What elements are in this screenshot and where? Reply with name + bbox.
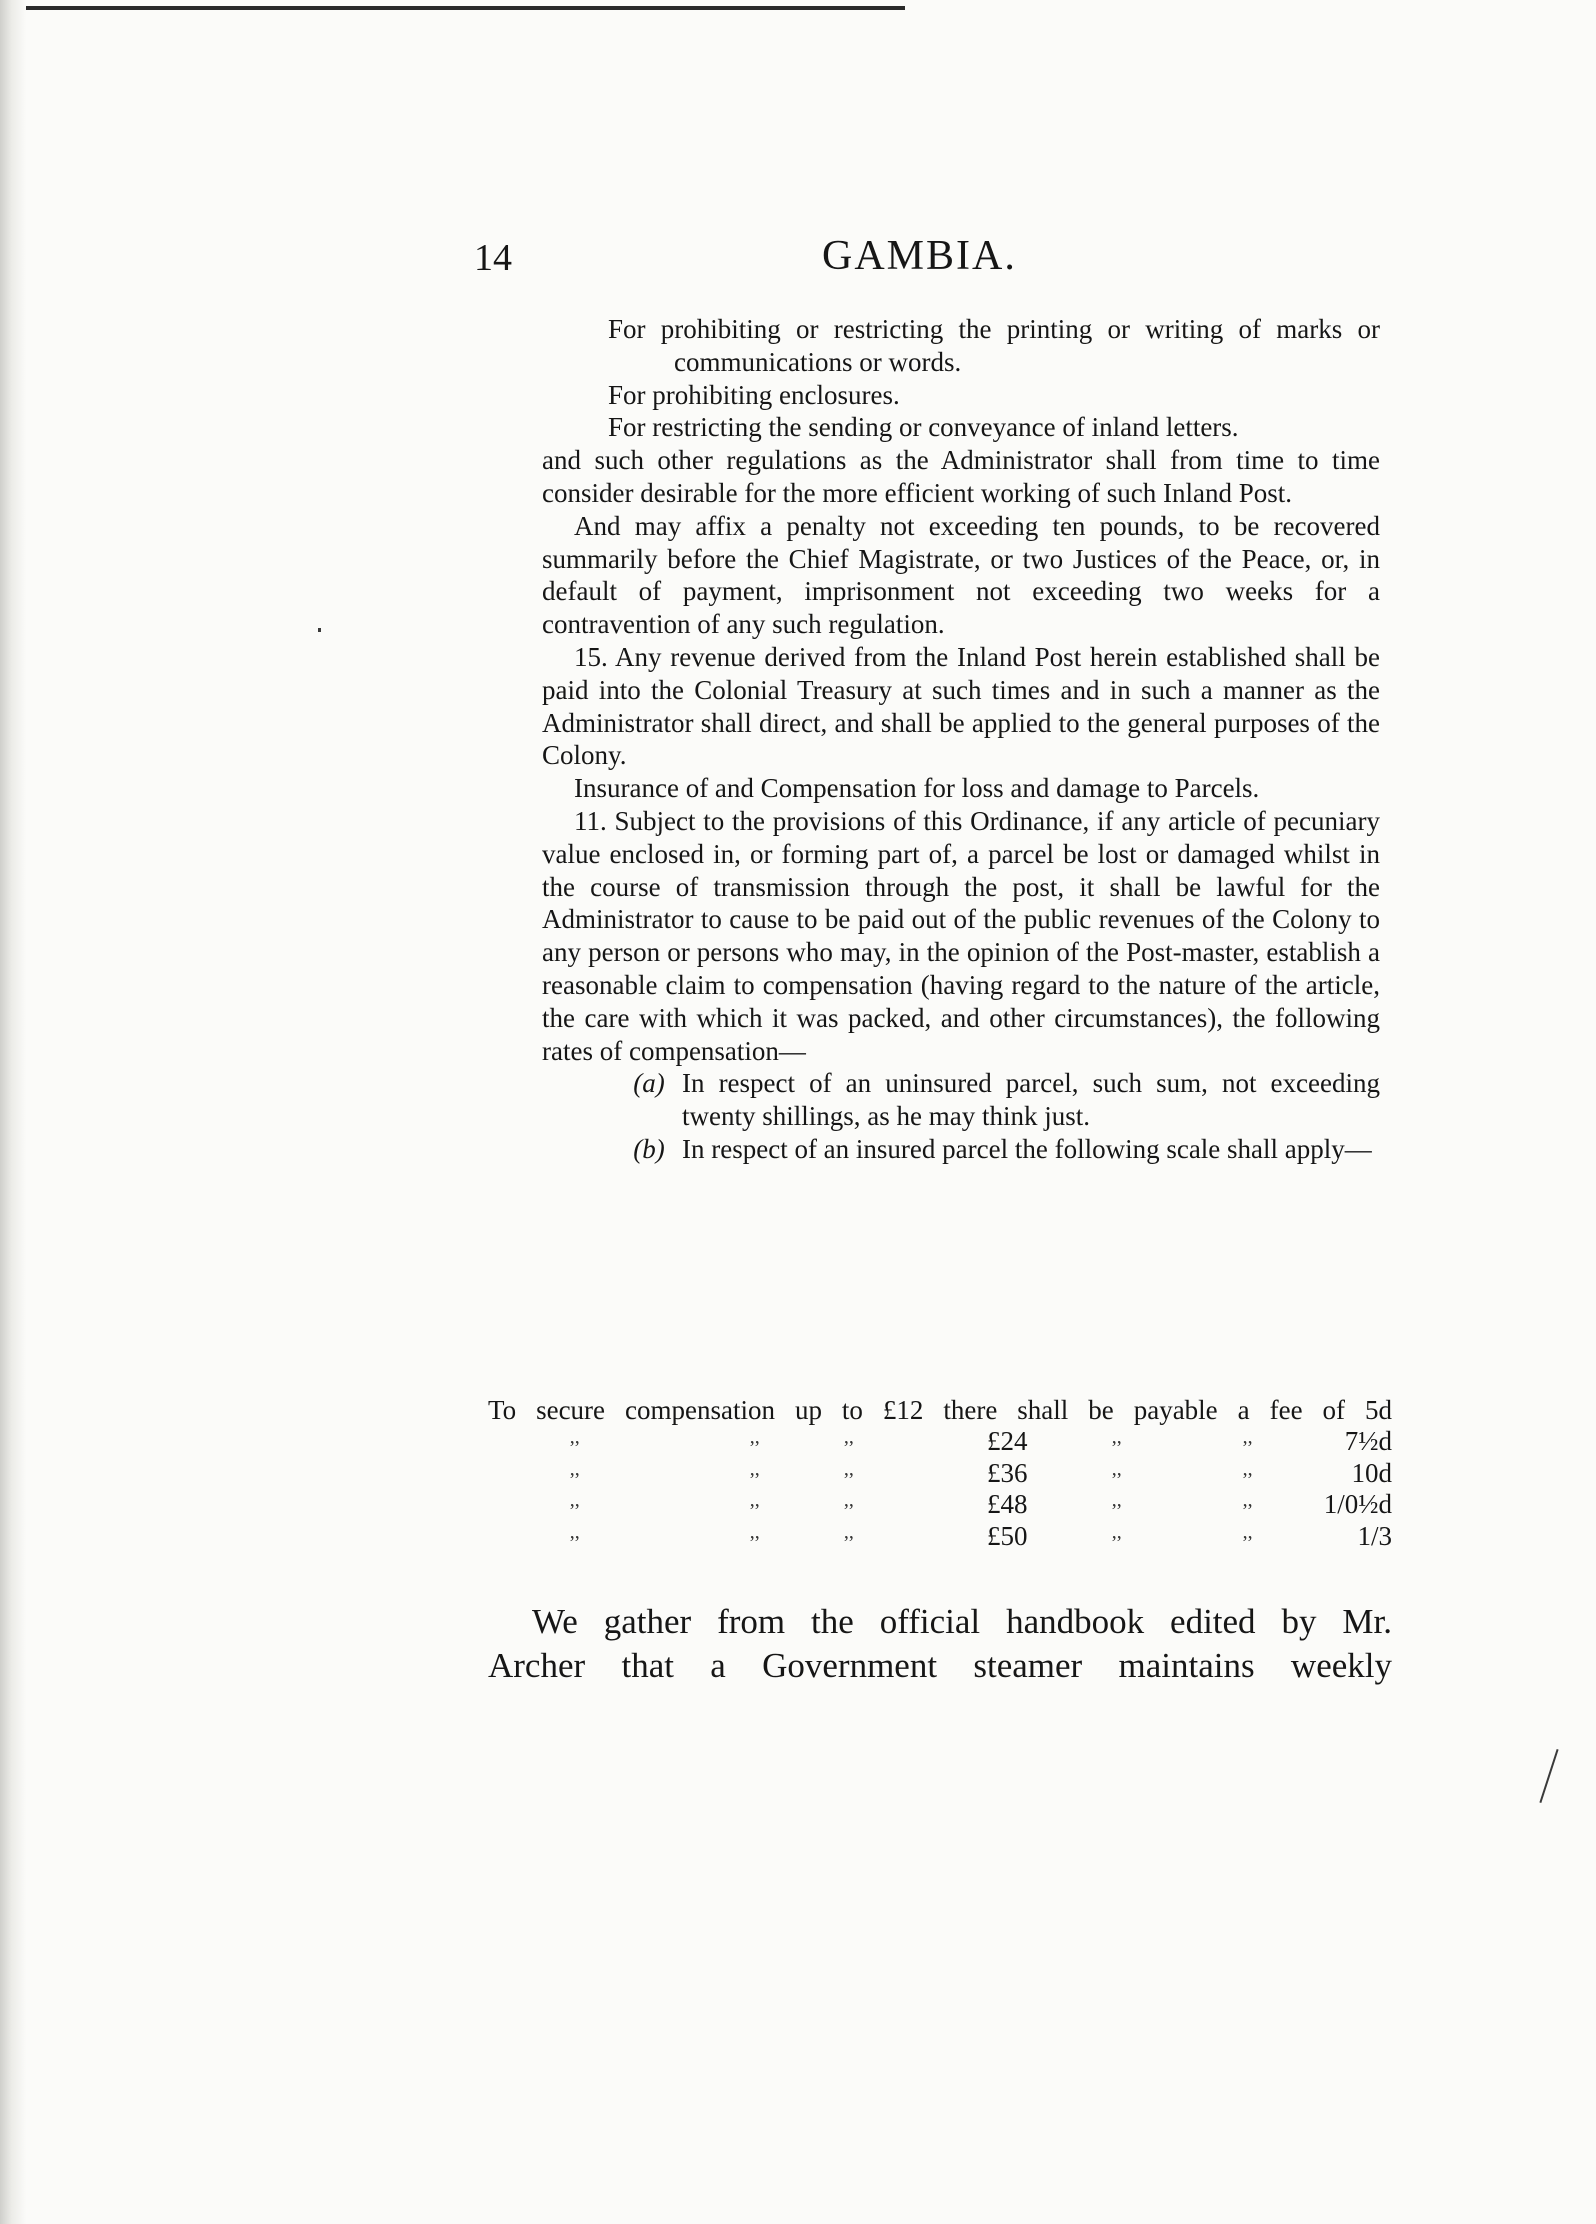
fee-value: 10d (1351, 1457, 1392, 1488)
subclause-b (616, 1133, 1380, 1166)
stray-mark (1539, 1749, 1558, 1803)
ditto-mark: ,, (1111, 1426, 1122, 1448)
regulation-item: For restricting the sending or conveyance of inland letters. (608, 412, 1239, 443)
compensation-amount: £50 (987, 1520, 1028, 1551)
compensation-amount: £48 (987, 1489, 1028, 1519)
ordinance-text (542, 313, 1380, 1166)
section-11-paragraph: 11. Subject to the provisions of this Ordinance, if any article of pecuniary value enclosed in, or forming part of, a parcel be lost or damaged whilst in the course of transmission through the post, it shall be lawful for the Administrator to cause to be paid out of the public revenues of the Colony to any person or persons who may, in the opinion of the Post-master, establish a reasonable claim to compensation (having regard to the nature of the article, the care with which it was packed, and other circumstances), the following rates of compensation— (542, 805, 1380, 1066)
ditto-mark: ,, (569, 1520, 580, 1543)
subclause-label: (a) (633, 1068, 665, 1099)
table-row (488, 1458, 1392, 1490)
section-15-paragraph: 15. Any revenue derived from the Inland Post herein established shall be paid into the Colonial Treasury at such times and in such a manner as the Administrator shall direct, and shall be applied to the general purposes of the Colony. (542, 641, 1380, 771)
fee-value: 1/3 (1357, 1520, 1392, 1551)
ditto-mark: ,, (843, 1457, 854, 1480)
ditto-mark: ,, (749, 1457, 760, 1480)
ditto-mark: ,, (749, 1520, 760, 1543)
subclause-text: In respect of an insured parcel the following scale shall apply— (682, 1133, 1372, 1164)
ditto-mark: ,, (1111, 1489, 1122, 1511)
stray-mark (318, 628, 321, 632)
ditto-mark: ,, (843, 1426, 854, 1448)
ditto-mark: ,, (1242, 1520, 1253, 1543)
closing-paragraph (488, 1600, 1392, 1688)
compensation-scale-table (488, 1426, 1392, 1552)
table-row (488, 1489, 1392, 1521)
compensation-scale-heading: To secure compensation up to £12 there shall be payable a fee of 5d (488, 1395, 1392, 1425)
ditto-mark: ,, (569, 1489, 580, 1511)
compensation-amount: £24 (987, 1426, 1028, 1456)
ditto-mark: ,, (749, 1426, 760, 1448)
table-row (488, 1521, 1392, 1553)
running-title: GAMBIA. (822, 233, 1017, 279)
subclause-a (616, 1067, 1380, 1133)
ditto-mark: ,, (569, 1426, 580, 1448)
subclause-label: (b) (633, 1133, 665, 1164)
closing-line: We gather from the official handbook edited by Mr. (532, 1602, 1392, 1641)
page-number: 14 (474, 237, 512, 279)
ditto-mark: ,, (1111, 1457, 1122, 1480)
regulation-item: For prohibiting enclosures. (608, 379, 900, 410)
ditto-mark: ,, (1242, 1489, 1253, 1511)
closing-line: Archer that a Government steamer maintains weekly (488, 1646, 1392, 1685)
ditto-mark: ,, (749, 1489, 760, 1511)
top-rule (0, 6, 905, 10)
compensation-amount: £36 (987, 1457, 1028, 1488)
ditto-mark: ,, (843, 1520, 854, 1543)
ditto-mark: ,, (569, 1457, 580, 1480)
fee-value: 1/0½d (1323, 1489, 1392, 1519)
insurance-heading: Insurance of and Compensation for loss and damage to Parcels. (574, 773, 1260, 804)
subclause-text: In respect of an uninsured parcel, such sum, not exceeding twenty shillings, as he may think just. (682, 1068, 1380, 1132)
other-regulations-paragraph: and such other regulations as the Administrator shall from time to time consider desirable for the more efficient working of such Inland Post. (542, 445, 1380, 508)
regulation-item: For prohibiting or restricting the printing or writing of marks or communications or words. (608, 314, 1380, 377)
scan-edge-shadow (0, 0, 26, 2224)
penalty-paragraph: And may affix a penalty not exceeding ten pounds, to be recovered summarily before the Chief Magistrate, or two Justices of the Peace, or, in default of payment, imprisonment not exceeding two weeks for a contravention of any such regulation. (542, 510, 1380, 640)
ditto-mark: ,, (1111, 1520, 1122, 1543)
ditto-mark: ,, (1242, 1426, 1253, 1448)
ditto-mark: ,, (843, 1489, 854, 1511)
fee-value: 7½d (1344, 1426, 1392, 1456)
ditto-mark: ,, (1242, 1457, 1253, 1480)
table-row (488, 1426, 1392, 1458)
